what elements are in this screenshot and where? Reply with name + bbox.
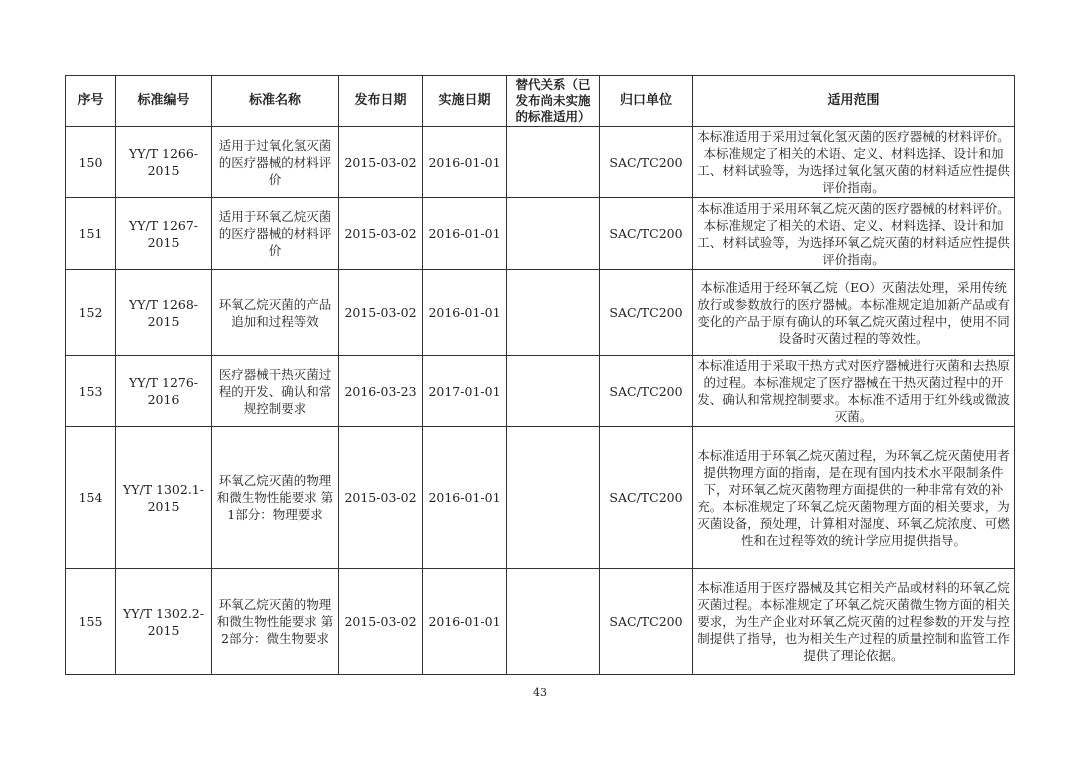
cell-scope: 本标准适用于采取干热方式对医疗器械进行灭菌和去热原的过程。本标准规定了医疗器械在干热灭菌过程中的开发、确认和常规控制要求。本标准不适用于红外线或微波灭菌。 [693,356,1015,427]
cell-replacement [507,356,600,427]
cell-department: SAC/TC200 [600,356,693,427]
cell-publish-date: 2015-03-02 [339,270,423,356]
table-row [66,127,1015,198]
cell-replacement [507,569,600,675]
cell-name: 环氧乙烷灭菌的产品追加和过程等效 [212,270,339,356]
cell-code: YY/T 1266-2015 [116,127,212,198]
cell-replacement [507,198,600,270]
cell-scope: 本标准适用于医疗器械及其它相关产品或材料的环氧乙烷灭菌过程。本标准规定了环氧乙烷灭菌微生物方面的相关要求，为生产企业对环氧乙烷灭菌的过程参数的开发与控制提供了指导，也为相关生产过程的质量控制和监管工作提供了理论依据。 [693,569,1015,675]
table-row [66,356,1015,427]
cell-department: SAC/TC200 [600,427,693,569]
cell-name: 适用于过氧化氢灭菌的医疗器械的材料评价 [212,127,339,198]
cell-department: SAC/TC200 [600,127,693,198]
cell-effective-date: 2016-01-01 [423,270,507,356]
standards-table [65,75,1015,675]
header-scope: 适用范围 [693,76,1015,127]
table-row [66,198,1015,270]
cell-code: YY/T 1267-2015 [116,198,212,270]
cell-publish-date: 2015-03-02 [339,569,423,675]
cell-effective-date: 2017-01-01 [423,356,507,427]
cell-no: 154 [66,427,116,569]
cell-scope: 本标准适用于经环氧乙烷（EO）灭菌法处理，采用传统放行或参数放行的医疗器械。本标准规定追加新产品或有变化的产品于原有确认的环氧乙烷灭菌过程中，使用不同设备时灭菌过程的等效性。 [693,270,1015,356]
header-code: 标准编号 [116,76,212,127]
cell-name: 环氧乙烷灭菌的物理和微生物性能要求 第1部分：物理要求 [212,427,339,569]
header-publish-date: 发布日期 [339,76,423,127]
cell-name: 医疗器械干热灭菌过程的开发、确认和常规控制要求 [212,356,339,427]
cell-effective-date: 2016-01-01 [423,198,507,270]
cell-publish-date: 2015-03-02 [339,198,423,270]
header-name: 标准名称 [212,76,339,127]
cell-effective-date: 2016-01-01 [423,127,507,198]
header-effective-date: 实施日期 [423,76,507,127]
cell-publish-date: 2016-03-23 [339,356,423,427]
cell-effective-date: 2016-01-01 [423,569,507,675]
cell-scope: 本标准适用于采用过氧化氢灭菌的医疗器械的材料评价。本标准规定了相关的术语、定义、材料选择、设计和加工、材料试验等，为选择过氧化氢灭菌的材料适应性提供评价指南。 [693,127,1015,198]
cell-replacement [507,270,600,356]
header-replacement: 替代关系（已发布尚未实施的标准适用） [507,76,600,127]
header-department: 归口单位 [600,76,693,127]
cell-scope: 本标准适用于采用环氧乙烷灭菌的医疗器械的材料评价。本标准规定了相关的术语、定义、材料选择、设计和加工、材料试验等，为选择环氧乙烷灭菌的材料适应性提供评价指南。 [693,198,1015,270]
cell-code: YY/T 1268-2015 [116,270,212,356]
table-row [66,569,1015,675]
cell-department: SAC/TC200 [600,198,693,270]
cell-no: 152 [66,270,116,356]
header-row [66,76,1015,127]
cell-scope: 本标准适用于环氧乙烷灭菌过程，为环氧乙烷灭菌使用者提供物理方面的指南，是在现有国内技术水平限制条件下，对环氧乙烷灭菌物理方面提供的一种非常有效的补充。本标准规定了环氧乙烷灭菌物理方面的相关要求，为灭菌设备，预处理，计算相对湿度、环氧乙烷浓度、可燃性和在过程等效的统计学应用提供指导。 [693,427,1015,569]
cell-replacement [507,127,600,198]
cell-code: YY/T 1276-2016 [116,356,212,427]
cell-department: SAC/TC200 [600,569,693,675]
cell-no: 155 [66,569,116,675]
cell-name: 环氧乙烷灭菌的物理和微生物性能要求 第2部分：微生物要求 [212,569,339,675]
cell-no: 150 [66,127,116,198]
cell-department: SAC/TC200 [600,270,693,356]
page-number: 43 [533,686,547,699]
cell-publish-date: 2015-03-02 [339,127,423,198]
cell-code: YY/T 1302.2-2015 [116,569,212,675]
header-no: 序号 [66,76,116,127]
cell-no: 151 [66,198,116,270]
cell-effective-date: 2016-01-01 [423,427,507,569]
table-row [66,270,1015,356]
cell-name: 适用于环氧乙烷灭菌的医疗器械的材料评价 [212,198,339,270]
cell-replacement [507,427,600,569]
cell-no: 153 [66,356,116,427]
cell-code: YY/T 1302.1-2015 [116,427,212,569]
table-row [66,427,1015,569]
cell-publish-date: 2015-03-02 [339,427,423,569]
